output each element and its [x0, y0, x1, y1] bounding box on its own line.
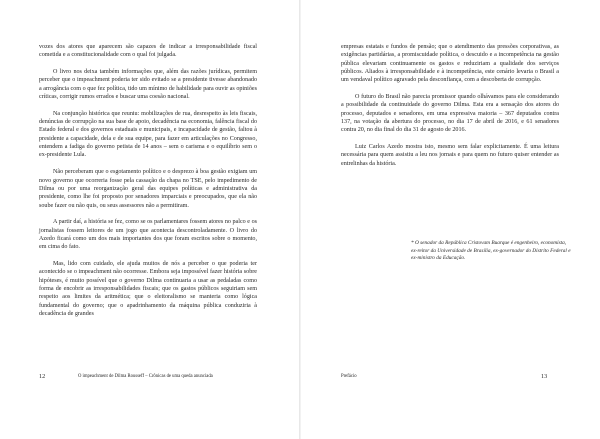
running-head-right: Prefácio [341, 374, 357, 379]
paragraph: Mas, lido com cuidado, ele ajuda muitos de nós a perceber o que poderia ter acontecido se o impeachment não ocorresse. Embora seja impossível fazer história sobre hipóteses, é muito possível que o governo Dilma continuaria a usar as pedaladas como forma de encobrir as irresponsabilidades fiscais; que os gastos públicos seguiriam sem respeito aos limites da aritmética; que o eleitoralismo se manteria como lógica fundamental do governo; que o apadrinhamento da máquina pública conduziria à decadência de grandes [39, 260, 257, 317]
right-page [301, 0, 600, 439]
paragraph: O futuro do Brasil não parecia promissor quando olhávamos para ele considerando a possibilidade da continuidade do governo Dilma. Esta era a sensação dos atores do processo, deputados e senadores, em uma expressiva maioria – 367 deputados contra 137, na votação da abertura do processo, no dia 17 de abril de 2016, e 61 senadores contra 20, no dia final do dia 31 de agosto de 2016. [341, 94, 559, 134]
running-head-left: O impeachment de Dilma Rousseff – Crônicas de uma queda anunciada [78, 374, 213, 379]
paragraph: Luiz Carlos Azedo mostra isto, mesmo sem falar explicitamente. É uma leitura necessária para quem assistiu a leu nos jornais e para quem no futuro quiser entender as entrelinhas da história. [341, 144, 559, 167]
paragraph: Não perceberam que o esgotamento político e o desprezo à boa gestão exigiam um novo governo que ocorreria fosse pela cassação da chapa no TSE, pelo impedimento de Dilma ou por uma reorganização geral das equipes políticas e administrativa da presidente, como lhe foi proposto por senadores imparciais e preocupados, que ela não soube fazer ou não quis, ou seus assessores não a permitiram. [39, 169, 257, 209]
paragraph: vozes dos atores que aparecem são capazes de indicar a irresponsabilidade fiscal cometida e a constitucionalidade com o qual foi julgada. [39, 44, 257, 59]
left-page [0, 0, 299, 439]
page-number-right: 13 [541, 373, 548, 380]
paragraph: A partir daí, a história se fez, como se os parlamentares fossem atores no palco e os jornalistas fossem leitores de um jogo que acontecia descontroladamente. O livro do Azedo ficará como um dos mais importantes dos que foram escritos sobre o momento, em cima do fato. [39, 219, 257, 251]
author-footnote: * O senador da República Cristovam Buarque é engenheiro, economista, ex-reitor da Universidade de Brasília, ex-governador do Distrito Federal e ex-ministro da Educação. [411, 240, 571, 262]
paragraph: Na conjunção histórica que reuniu: mobilizações de rua, desrespeito às leis fiscais, denúncias de corrupção na sua base de apoio, decadência na economia, falência fiscal do Estado federal e dos governos estaduais e municipais, e incapacidade de gestão, faltou à presidente a capacidade, dela e de sua equipe, para fazer em articulações no Congresso, entendem a fadiga do governo petista de 14 anos – sem o carisma e o equilíbrio sem o ex-presidente Lula. [39, 110, 257, 159]
right-text-column [341, 43, 559, 168]
page-number-left: 12 [39, 373, 46, 380]
left-text-column [39, 43, 257, 318]
paragraph: empresas estatais e fundos de pensão; que o atendimento das pressões corporativas, as exigências partidárias, a promiscuidade política, o descuido e a incompetência na gestão pública elevariam continuamente os gastos e reduziriam a qualidade dos serviços públicos. Aliados à irresponsabilidade e à incompetência, este cenário levaria o Brasil a um vendaval político agravado pela desconfiança, com a descoberta de corrupção. [341, 44, 559, 84]
paragraph: O livro nos deixa também informações que, além das razões jurídicas, permitem perceber que o impeachment poderia ter sido evitado se a presidente tivesse abandonado a arrogância com o que fez política, tido um mínimo de habilidade para ouvir as opiniões críticas, corrigir rumos errados e buscar uma coesão nacional. [39, 69, 257, 101]
